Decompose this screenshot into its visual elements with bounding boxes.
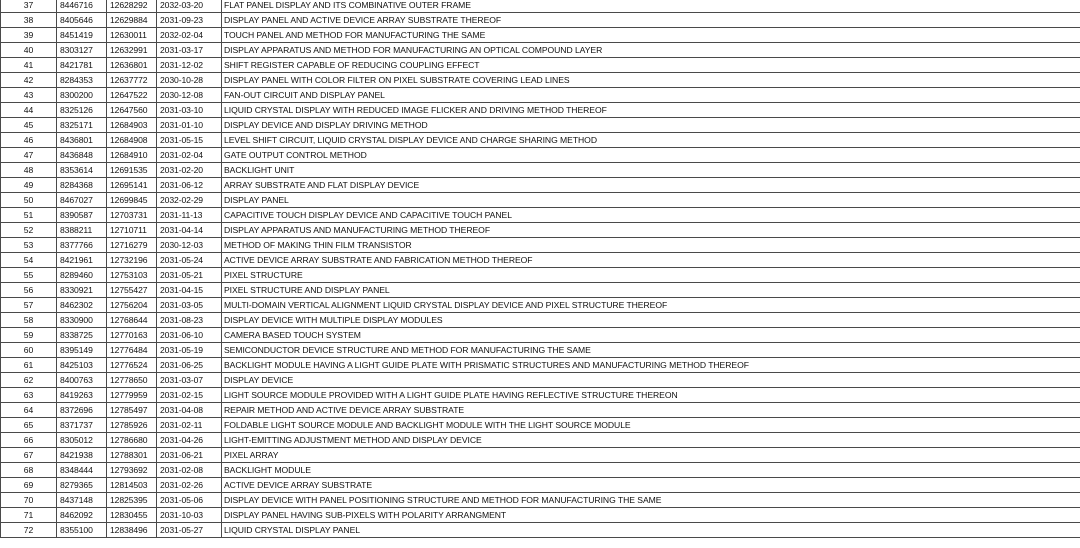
application-number-cell: 12691535	[107, 163, 157, 178]
row-index-cell: 61	[1, 358, 57, 373]
application-number-cell: 12716279	[107, 238, 157, 253]
patent-title-cell: FAN-OUT CIRCUIT AND DISPLAY PANEL	[222, 88, 1080, 103]
expiry-date-cell: 2031-05-19	[157, 343, 222, 358]
patent-number-cell: 8338725	[57, 328, 107, 343]
application-number-cell: 12636801	[107, 58, 157, 73]
application-number-cell: 12814503	[107, 478, 157, 493]
table-row	[1, 493, 1080, 508]
row-index-cell: 38	[1, 13, 57, 28]
patent-title-cell: LIQUID CRYSTAL DISPLAY PANEL	[222, 523, 1080, 538]
application-number-cell: 12768644	[107, 313, 157, 328]
expiry-date-cell: 2032-02-04	[157, 28, 222, 43]
application-number-cell: 12793692	[107, 463, 157, 478]
patent-table-body	[1, 0, 1080, 538]
application-number-cell: 12776484	[107, 343, 157, 358]
patent-number-cell: 8289460	[57, 268, 107, 283]
expiry-date-cell: 2031-04-08	[157, 403, 222, 418]
table-row	[1, 163, 1080, 178]
row-index-cell: 42	[1, 73, 57, 88]
patent-number-cell: 8372696	[57, 403, 107, 418]
patent-number-cell: 8390587	[57, 208, 107, 223]
expiry-date-cell: 2030-12-03	[157, 238, 222, 253]
patent-title-cell: DISPLAY DEVICE WITH MULTIPLE DISPLAY MODULES	[222, 313, 1080, 328]
row-index-cell: 43	[1, 88, 57, 103]
patent-title-cell: DISPLAY PANEL HAVING SUB-PIXELS WITH POLARITY ARRANGMENT	[222, 508, 1080, 523]
patent-title-cell: ARRAY SUBSTRATE AND FLAT DISPLAY DEVICE	[222, 178, 1080, 193]
expiry-date-cell: 2032-03-20	[157, 0, 222, 13]
row-index-cell: 67	[1, 448, 57, 463]
patent-number-cell: 8446716	[57, 0, 107, 13]
table-row	[1, 58, 1080, 73]
patent-number-cell: 8325126	[57, 103, 107, 118]
application-number-cell: 12779959	[107, 388, 157, 403]
application-number-cell: 12684908	[107, 133, 157, 148]
table-row	[1, 448, 1080, 463]
patent-number-cell: 8419263	[57, 388, 107, 403]
expiry-date-cell: 2031-05-27	[157, 523, 222, 538]
application-number-cell: 12647560	[107, 103, 157, 118]
table-row	[1, 208, 1080, 223]
application-number-cell: 12699845	[107, 193, 157, 208]
table-row	[1, 298, 1080, 313]
row-index-cell: 68	[1, 463, 57, 478]
patent-number-cell: 8284368	[57, 178, 107, 193]
patent-number-cell: 8305012	[57, 433, 107, 448]
expiry-date-cell: 2031-06-21	[157, 448, 222, 463]
table-row	[1, 388, 1080, 403]
patent-number-cell: 8425103	[57, 358, 107, 373]
row-index-cell: 51	[1, 208, 57, 223]
expiry-date-cell: 2031-04-14	[157, 223, 222, 238]
application-number-cell: 12637772	[107, 73, 157, 88]
table-row	[1, 178, 1080, 193]
table-row	[1, 508, 1080, 523]
application-number-cell: 12770163	[107, 328, 157, 343]
patent-title-cell: CAPACITIVE TOUCH DISPLAY DEVICE AND CAPACITIVE TOUCH PANEL	[222, 208, 1080, 223]
table-row	[1, 523, 1080, 538]
patent-title-cell: BACKLIGHT MODULE HAVING A LIGHT GUIDE PLATE WITH PRISMATIC STRUCTURES AND MANUFACTURING METHOD THEREOF	[222, 358, 1080, 373]
expiry-date-cell: 2031-02-08	[157, 463, 222, 478]
row-index-cell: 65	[1, 418, 57, 433]
expiry-date-cell: 2031-04-15	[157, 283, 222, 298]
application-number-cell: 12732196	[107, 253, 157, 268]
patent-number-cell: 8279365	[57, 478, 107, 493]
patent-title-cell: ACTIVE DEVICE ARRAY SUBSTRATE AND FABRICATION METHOD THEREOF	[222, 253, 1080, 268]
patent-title-cell: LIGHT-EMITTING ADJUSTMENT METHOD AND DISPLAY DEVICE	[222, 433, 1080, 448]
row-index-cell: 37	[1, 0, 57, 13]
patent-number-cell: 8421961	[57, 253, 107, 268]
row-index-cell: 53	[1, 238, 57, 253]
patent-title-cell: FLAT PANEL DISPLAY AND ITS COMBINATIVE OUTER FRAME	[222, 0, 1080, 13]
patent-title-cell: DISPLAY APPARATUS AND METHOD FOR MANUFACTURING AN OPTICAL COMPOUND LAYER	[222, 43, 1080, 58]
row-index-cell: 50	[1, 193, 57, 208]
row-index-cell: 63	[1, 388, 57, 403]
patent-title-cell: ACTIVE DEVICE ARRAY SUBSTRATE	[222, 478, 1080, 493]
table-row	[1, 28, 1080, 43]
table-row	[1, 418, 1080, 433]
table-row	[1, 193, 1080, 208]
table-row	[1, 223, 1080, 238]
expiry-date-cell: 2032-02-29	[157, 193, 222, 208]
table-row	[1, 73, 1080, 88]
patent-title-cell: MULTI-DOMAIN VERTICAL ALIGNMENT LIQUID CRYSTAL DISPLAY DEVICE AND PIXEL STRUCTURE THEREOF	[222, 298, 1080, 313]
patent-number-cell: 8405646	[57, 13, 107, 28]
table-row	[1, 463, 1080, 478]
patent-title-cell: DISPLAY DEVICE	[222, 373, 1080, 388]
expiry-date-cell: 2031-03-10	[157, 103, 222, 118]
application-number-cell: 12785926	[107, 418, 157, 433]
table-row	[1, 88, 1080, 103]
table-row	[1, 118, 1080, 133]
patent-title-cell: DISPLAY DEVICE AND DISPLAY DRIVING METHOD	[222, 118, 1080, 133]
application-number-cell: 12830455	[107, 508, 157, 523]
row-index-cell: 52	[1, 223, 57, 238]
application-number-cell: 12778650	[107, 373, 157, 388]
expiry-date-cell: 2030-10-28	[157, 73, 222, 88]
expiry-date-cell: 2031-02-11	[157, 418, 222, 433]
application-number-cell: 12684903	[107, 118, 157, 133]
expiry-date-cell: 2031-03-07	[157, 373, 222, 388]
patent-number-cell: 8421938	[57, 448, 107, 463]
row-index-cell: 46	[1, 133, 57, 148]
row-index-cell: 47	[1, 148, 57, 163]
row-index-cell: 41	[1, 58, 57, 73]
expiry-date-cell: 2031-09-23	[157, 13, 222, 28]
patent-number-cell: 8451419	[57, 28, 107, 43]
application-number-cell: 12703731	[107, 208, 157, 223]
expiry-date-cell: 2031-12-02	[157, 58, 222, 73]
patent-title-cell: LEVEL SHIFT CIRCUIT, LIQUID CRYSTAL DISPLAY DEVICE AND CHARGE SHARING METHOD	[222, 133, 1080, 148]
application-number-cell: 12632991	[107, 43, 157, 58]
table-row	[1, 253, 1080, 268]
application-number-cell: 12710711	[107, 223, 157, 238]
patent-title-cell: BACKLIGHT UNIT	[222, 163, 1080, 178]
application-number-cell: 12785497	[107, 403, 157, 418]
expiry-date-cell: 2031-05-06	[157, 493, 222, 508]
expiry-date-cell: 2031-03-17	[157, 43, 222, 58]
table-row	[1, 433, 1080, 448]
expiry-date-cell: 2031-06-25	[157, 358, 222, 373]
expiry-date-cell: 2031-06-10	[157, 328, 222, 343]
patent-number-cell: 8355100	[57, 523, 107, 538]
patent-title-cell: SEMICONDUCTOR DEVICE STRUCTURE AND METHOD FOR MANUFACTURING THE SAME	[222, 343, 1080, 358]
patent-title-cell: DISPLAY DEVICE WITH PANEL POSITIONING STRUCTURE AND METHOD FOR MANUFACTURING THE SAME	[222, 493, 1080, 508]
table-row	[1, 478, 1080, 493]
patent-number-cell: 8437148	[57, 493, 107, 508]
application-number-cell: 12628292	[107, 0, 157, 13]
expiry-date-cell: 2031-03-05	[157, 298, 222, 313]
patent-title-cell: TOUCH PANEL AND METHOD FOR MANUFACTURING THE SAME	[222, 28, 1080, 43]
patent-number-cell: 8284353	[57, 73, 107, 88]
table-row	[1, 148, 1080, 163]
patent-number-cell: 8462302	[57, 298, 107, 313]
table-row	[1, 133, 1080, 148]
row-index-cell: 49	[1, 178, 57, 193]
patent-title-cell: DISPLAY PANEL	[222, 193, 1080, 208]
patent-number-cell: 8330900	[57, 313, 107, 328]
row-index-cell: 64	[1, 403, 57, 418]
application-number-cell: 12695141	[107, 178, 157, 193]
table-row	[1, 403, 1080, 418]
row-index-cell: 48	[1, 163, 57, 178]
expiry-date-cell: 2031-11-13	[157, 208, 222, 223]
application-number-cell: 12753103	[107, 268, 157, 283]
patent-number-cell: 8330921	[57, 283, 107, 298]
row-index-cell: 70	[1, 493, 57, 508]
table-row	[1, 343, 1080, 358]
row-index-cell: 40	[1, 43, 57, 58]
table-row	[1, 103, 1080, 118]
patent-number-cell: 8325171	[57, 118, 107, 133]
row-index-cell: 54	[1, 253, 57, 268]
row-index-cell: 62	[1, 373, 57, 388]
patent-number-cell: 8421781	[57, 58, 107, 73]
patent-number-cell: 8462092	[57, 508, 107, 523]
row-index-cell: 69	[1, 478, 57, 493]
patent-number-cell: 8388211	[57, 223, 107, 238]
application-number-cell: 12630011	[107, 28, 157, 43]
table-row	[1, 13, 1080, 28]
application-number-cell: 12825395	[107, 493, 157, 508]
expiry-date-cell: 2030-12-08	[157, 88, 222, 103]
expiry-date-cell: 2031-08-23	[157, 313, 222, 328]
expiry-date-cell: 2031-05-15	[157, 133, 222, 148]
expiry-date-cell: 2031-01-10	[157, 118, 222, 133]
table-row	[1, 313, 1080, 328]
expiry-date-cell: 2031-05-21	[157, 268, 222, 283]
application-number-cell: 12776524	[107, 358, 157, 373]
row-index-cell: 60	[1, 343, 57, 358]
patent-number-cell: 8436848	[57, 148, 107, 163]
table-row	[1, 373, 1080, 388]
patent-number-cell: 8353614	[57, 163, 107, 178]
row-index-cell: 71	[1, 508, 57, 523]
application-number-cell: 12755427	[107, 283, 157, 298]
application-number-cell: 12756204	[107, 298, 157, 313]
row-index-cell: 72	[1, 523, 57, 538]
application-number-cell: 12786680	[107, 433, 157, 448]
application-number-cell: 12647522	[107, 88, 157, 103]
application-number-cell: 12838496	[107, 523, 157, 538]
expiry-date-cell: 2031-06-12	[157, 178, 222, 193]
application-number-cell: 12788301	[107, 448, 157, 463]
patent-title-cell: PIXEL STRUCTURE	[222, 268, 1080, 283]
patent-title-cell: DISPLAY APPARATUS AND MANUFACTURING METHOD THEREOF	[222, 223, 1080, 238]
patent-title-cell: DISPLAY PANEL WITH COLOR FILTER ON PIXEL SUBSTRATE COVERING LEAD LINES	[222, 73, 1080, 88]
patent-title-cell: LIQUID CRYSTAL DISPLAY WITH REDUCED IMAGE FLICKER AND DRIVING METHOD THEREOF	[222, 103, 1080, 118]
patent-title-cell: SHIFT REGISTER CAPABLE OF REDUCING COUPLING EFFECT	[222, 58, 1080, 73]
patent-title-cell: FOLDABLE LIGHT SOURCE MODULE AND BACKLIGHT MODULE WITH THE LIGHT SOURCE MODULE	[222, 418, 1080, 433]
patent-title-cell: CAMERA BASED TOUCH SYSTEM	[222, 328, 1080, 343]
application-number-cell: 12684910	[107, 148, 157, 163]
patent-number-cell: 8348444	[57, 463, 107, 478]
row-index-cell: 44	[1, 103, 57, 118]
row-index-cell: 39	[1, 28, 57, 43]
row-index-cell: 56	[1, 283, 57, 298]
patent-number-cell: 8400763	[57, 373, 107, 388]
patent-number-cell: 8467027	[57, 193, 107, 208]
patent-number-cell: 8300200	[57, 88, 107, 103]
patent-title-cell: PIXEL STRUCTURE AND DISPLAY PANEL	[222, 283, 1080, 298]
table-row	[1, 268, 1080, 283]
expiry-date-cell: 2031-04-26	[157, 433, 222, 448]
patent-title-cell: REPAIR METHOD AND ACTIVE DEVICE ARRAY SUBSTRATE	[222, 403, 1080, 418]
row-index-cell: 57	[1, 298, 57, 313]
row-index-cell: 66	[1, 433, 57, 448]
expiry-date-cell: 2031-02-20	[157, 163, 222, 178]
row-index-cell: 45	[1, 118, 57, 133]
table-row	[1, 283, 1080, 298]
row-index-cell: 58	[1, 313, 57, 328]
patent-number-cell: 8303127	[57, 43, 107, 58]
table-row	[1, 0, 1080, 13]
expiry-date-cell: 2031-10-03	[157, 508, 222, 523]
expiry-date-cell: 2031-02-15	[157, 388, 222, 403]
row-index-cell: 59	[1, 328, 57, 343]
patent-title-cell: GATE OUTPUT CONTROL METHOD	[222, 148, 1080, 163]
expiry-date-cell: 2031-02-26	[157, 478, 222, 493]
patent-title-cell: BACKLIGHT MODULE	[222, 463, 1080, 478]
patent-number-cell: 8377766	[57, 238, 107, 253]
patent-number-cell: 8395149	[57, 343, 107, 358]
table-row	[1, 358, 1080, 373]
table-row	[1, 238, 1080, 253]
patent-title-cell: DISPLAY PANEL AND ACTIVE DEVICE ARRAY SUBSTRATE THEREOF	[222, 13, 1080, 28]
patent-title-cell: METHOD OF MAKING THIN FILM TRANSISTOR	[222, 238, 1080, 253]
application-number-cell: 12629884	[107, 13, 157, 28]
expiry-date-cell: 2031-05-24	[157, 253, 222, 268]
patent-title-cell: LIGHT SOURCE MODULE PROVIDED WITH A LIGHT GUIDE PLATE HAVING REFLECTIVE STRUCTURE THEREON	[222, 388, 1080, 403]
expiry-date-cell: 2031-02-04	[157, 148, 222, 163]
row-index-cell: 55	[1, 268, 57, 283]
table-row	[1, 328, 1080, 343]
patent-title-cell: PIXEL ARRAY	[222, 448, 1080, 463]
patent-number-cell: 8436801	[57, 133, 107, 148]
table-row	[1, 43, 1080, 58]
patent-number-cell: 8371737	[57, 418, 107, 433]
